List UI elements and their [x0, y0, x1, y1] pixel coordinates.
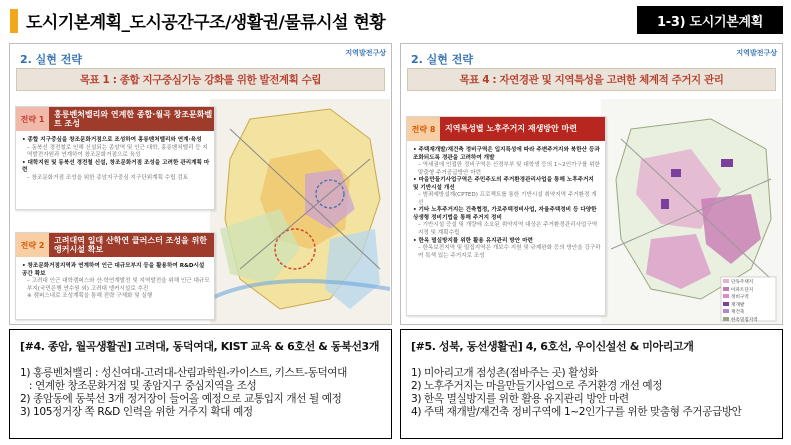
title-accent-bar: [10, 9, 18, 33]
left-summary-line-4: 3) 105정거장 쪽 R&D 인력을 위한 거주지 확대 예정: [20, 406, 253, 418]
strategy-1-item-3: • 대학지원 및 동북선 경전철 신설, 창조문화거점 조성을 고려한 관리계획 마련: [22, 159, 210, 174]
strategy-1-item-2: – 동북선 경전철로 인해 신설되는 종암역 및 인근 대학, 홍릉벤처밸리 등 지역발전자원과 연계하여 창조문화거점으로 육성: [27, 144, 208, 159]
left-summary-line-1: 1) 홍릉벤처밸리 : 성신여대-고려대-산림과학원-카이스트, 키스트-동덕여대: [20, 367, 347, 379]
legend-item: 한옥밀집지역: [723, 317, 775, 325]
legend-item: 아파트단지: [723, 287, 775, 295]
legend-item: 단독주택지: [723, 279, 775, 287]
right-summary-lines: [411, 367, 772, 419]
strategy-8-item-7: • 한옥 멸실방지를 위한 활용 유지관리 방안 마련: [413, 237, 533, 244]
strategy-2-name: 고려대역 일대 산학연 클러스터 조성을 위한 앵커시설 확보: [49, 233, 214, 257]
left-summary-line-2: : 연계한 창조문화거점 및 종암지구 중심지역을 조성: [20, 380, 257, 392]
left-strategy-panel: [9, 43, 392, 325]
right-summary-line-1: 1) 미아리고개 점성촌(점바주는 곳) 활성화: [411, 367, 598, 379]
left-district-map: [210, 99, 390, 324]
right-strategy-8-card: [406, 116, 606, 316]
right-summary-box: [400, 329, 783, 439]
right-strategy-panel: [400, 43, 783, 325]
legend-item: 정비구역: [723, 294, 775, 302]
right-summary-line-4: 4) 주택 재개발/재건축 정비구역에 1~2인가구를 위한 맞춤형 주거공급방안: [411, 406, 742, 418]
left-summary-box: [9, 329, 392, 439]
right-summary-line-3: 3) 한옥 멸실방지를 위한 활용 유지관리 방안 마련: [411, 393, 629, 405]
left-strategy-2-card: [15, 232, 215, 320]
strategy-8-item-8: – 한옥보전지역 및 밀집지역은 개보수 지원 및 규제완화 등의 방안을 강구하여 특색 있는 주거지로 조성: [418, 245, 601, 259]
right-summary-line-2: 2) 노후주거지는 마을만들기사업으로 주거환경 개선 예정: [411, 380, 663, 392]
right-corner-logo: 지역발전구상: [736, 49, 777, 57]
left-corner-logo: 지역발전구상: [345, 49, 386, 57]
strategy-8-item-2: – 역세권에 인접한 정비구역은 신경부부 및 대학생 등의 1~2인가구를 위한 맞춤형 주거공급방안 마련: [418, 162, 600, 176]
page-title: 도시기본계획_도시공간구조/생활권/물류시설 현황: [26, 13, 386, 33]
strategy-1-item-4: – 창조문화거점 조성을 위한 종암지구중심 지구단위계획 수립 검토: [27, 174, 189, 181]
strategy-1-name: 홍릉벤처밸리와 연계한 종합·월곡 창조문화벨트 조성: [49, 107, 214, 131]
left-section-title: 2. 실현 전략: [20, 53, 82, 66]
left-summary-lines: [20, 367, 381, 419]
strategy-2-tag: 전략 2: [16, 233, 49, 257]
right-map-legend: [723, 279, 775, 325]
strategy-2-body: [22, 263, 210, 301]
strategy-8-item-6: – 기반시설 증설 및 개량에 소요된 취약지역 대상은 주거환경관리사업구역 지정 및 계획수립: [418, 222, 598, 237]
left-summary-line-3: 2) 종암동에 동북선 3개 정거장이 들어올 예정으로 교통입지 개선 될 예정: [20, 393, 342, 405]
legend-item: 재개발: [723, 302, 775, 310]
strategy-8-body: [413, 147, 601, 260]
left-strategy-1-card: [15, 106, 215, 210]
legend-item: 재건축: [723, 309, 775, 317]
strategy-1-body: [22, 137, 210, 182]
strategy-8-item-5: • 기타 노후주거지는 건축협정, 가로주택정비사업, 자율주택정비 등 다양한 상생형 정비기법을 통해 주거지 정비: [413, 207, 597, 221]
strategy-8-tag: 전략 8: [407, 117, 440, 141]
left-goal-box: 목표 1 : 종합 지구중심기능 강화를 위한 발전계획 수립: [16, 68, 385, 91]
strategy-8-name: 지역특성별 노후주거지 재생방안 마련: [440, 117, 605, 141]
strategy-1-tag: 전략 1: [16, 107, 49, 131]
strategy-2-item-2: – 고려대 인근 대학캠퍼스와 산·학연계발전 및 지역발전을 위해 인근 대규모부지(국민은행 연수원 외) 고려대 앵커시설로 추진: [27, 278, 210, 292]
right-goal-box: 목표 4 : 자연경관 및 지역특성을 고려한 체계적 주거지 관리: [407, 68, 776, 91]
section-badge: 1-3) 도시기본계획: [637, 6, 783, 34]
left-summary-header: [#4. 종암, 월곡생활권] 고려대, 동덕여대, KIST 교육 & 6호선 & 동북선3개: [20, 340, 380, 353]
strategy-8-item-1: • 주택재개발/재건축 정비구역은 입지특성에 따라 주변주거지와 북한산 등과 조화되도록 경관을 고려하여 개발: [413, 147, 600, 161]
right-summary-header: [#5. 성북, 동선생활권] 4, 6호선, 우이신설선 & 미아리고개: [411, 340, 694, 353]
strategy-8-item-3: • 마을만들기사업구역은 주민주도의 주거환경관리사업을 통해 노후주거지 및 기반시설 개선: [413, 177, 594, 191]
strategy-2-item-1: • 창조문화거점지역과 연계하여 인근 대규모부지 등을 활용하여 R&D시설 공간 확보: [22, 263, 205, 277]
strategy-8-item-4: – 범죄예방설계(CPTED) 프로젝트를 통한 기반시설 취약지역 주거환경 개선: [418, 192, 597, 206]
right-section-title: 2. 실현 전략: [411, 53, 473, 66]
strategy-2-item-3: ※ 캠퍼스내로 조성계획을 통해 전략 구체화 및 실행: [27, 293, 153, 300]
strategy-1-item-1: • 종합 지구중심을 창조문화거점으로 조성하여 홍릉벤처밸리와 연계·육성: [22, 137, 202, 143]
